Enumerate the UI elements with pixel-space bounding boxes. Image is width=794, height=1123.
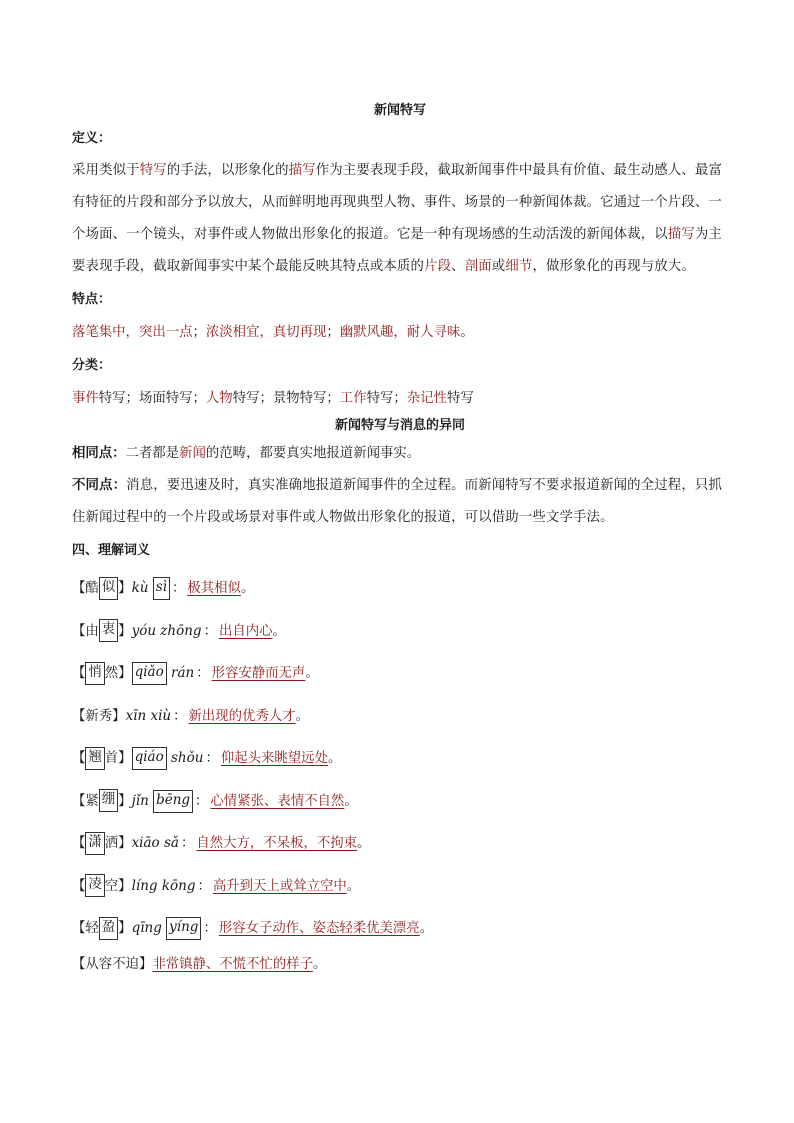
vocab-item: 【 翘 首】 qiáo shǒu ： 仰起头来眺望远处。 [72, 737, 728, 780]
page-title: 新闻特写 [373, 103, 426, 118]
pinyin-syllable: rán [171, 665, 195, 681]
comparison-title: 新闻特写与消息的异同 [334, 418, 465, 433]
vocab-pinyin [132, 920, 202, 936]
text-segment: 杂记性 [406, 391, 447, 406]
definition-label: 定义： [72, 131, 112, 146]
pinyin-syllable: yóu zhōng [131, 622, 202, 639]
text-segment: 特写 [446, 391, 474, 406]
vocab-word [72, 921, 132, 936]
same-label: 相同点： [72, 446, 126, 461]
vocab-word-pre: 【 [72, 836, 86, 851]
vocab-boxed-char: 翘 [85, 747, 104, 770]
vocab-word [72, 666, 132, 681]
vocab-word-post: 】 [118, 921, 132, 936]
text-segment: 、 [451, 259, 465, 274]
vocab-boxed-char: 盈 [99, 917, 118, 940]
text-segment: 消息，要迅速及时，真实准确地报道新闻事件的全过程。而新闻特写不要求报道新闻的全过程，只抓住新闻过程中的一个片段或场景对事件或人物做出形象化的报道，可以借助一些文学手法。 [72, 478, 722, 525]
pinyin-syllable: kù [131, 580, 149, 596]
vocab-definition: 形容安静而无声 [211, 666, 306, 681]
vocab-boxed-char: 潇 [85, 832, 104, 855]
vocab-word-pre: 【从容不迫】 [72, 956, 153, 972]
document-page [72, 100, 728, 980]
vocab-boxed-char: 似 [99, 577, 118, 600]
vocab-definition: 仰起头来眺望远处 [220, 751, 328, 766]
vocab-boxed-char: 凌 [85, 874, 104, 897]
vocab-word-post: 洒】 [104, 836, 132, 851]
categories-text [72, 382, 728, 415]
text-segment: 的范畴，都要真实地报道新闻事实。 [205, 446, 421, 461]
text-segment: 浓淡相宜，真切再现 [205, 325, 327, 340]
vocab-item: 【 潇 洒】xiāo sǎ ： 自然大方，不呆板，不拘束。 [72, 822, 728, 865]
vocab-definition: 心情紧张、表情不自然 [210, 793, 345, 809]
text-segment: 二者都是 [125, 446, 180, 461]
vocab-word [72, 836, 132, 851]
vocab-word-pre: 【 [72, 878, 86, 894]
vocab-word-pre: 【 [72, 751, 86, 766]
vocab-word-pre: 【 [72, 666, 86, 681]
vocab-pinyin [132, 878, 196, 894]
vocab-word [72, 879, 132, 894]
vocab-word-pre: 【由 [72, 623, 99, 639]
categories-label: 分类： [72, 358, 112, 373]
pinyin-syllable: qiǎo [132, 662, 167, 685]
pinyin-syllable: líng kōng [131, 877, 196, 894]
pinyin-syllable: shǒu [171, 750, 204, 766]
text-segment: 。 [460, 325, 474, 340]
vocab-item: 【轻 盈 】qīng yíng ： 形容女子动作、姿态轻柔优美漂亮。 [72, 907, 728, 950]
text-segment: ； [326, 325, 340, 340]
pinyin-syllable: jǐn [131, 792, 149, 809]
vocab-item: 【从容不迫】非常镇静、不慌不忙的样子。 [72, 956, 327, 972]
vocab-boxed-char: 绷 [99, 789, 118, 812]
text-segment: 描写 [288, 163, 316, 178]
text-segment: 细节 [505, 259, 533, 274]
vocab-pinyin [126, 708, 172, 724]
vocab-word-post: 空】 [104, 878, 132, 894]
pinyin-syllable: xiāo sǎ [131, 835, 179, 851]
text-segment: 新闻 [179, 446, 206, 461]
text-segment: ，做形象化的再现与放大。 [532, 259, 695, 274]
vocab-item: 【新秀】xīn xiù ： 新出现的优秀人才。 [72, 707, 310, 724]
text-segment: 人物 [205, 391, 233, 406]
vocab-definition: 极其相似 [187, 581, 241, 596]
definition-text [72, 155, 728, 283]
text-segment: 特写；景物特写； [232, 391, 340, 406]
vocab-definition: 非常镇静、不慌不忙的样子 [152, 956, 314, 972]
section-4-title: 四、理解词义 [72, 543, 151, 558]
vocab-word-post: 】 [118, 793, 132, 809]
text-segment: 的手法，以形象化的 [166, 163, 289, 178]
vocab-word [72, 751, 132, 766]
vocab-definition: 自然大方，不呆板，不拘束 [196, 836, 358, 851]
vocab-item: 【酷 似 】kù sì ： 极其相似。 [72, 567, 728, 610]
vocab-word-pre: 【轻 [72, 921, 99, 936]
vocab-word [72, 624, 132, 639]
diff-text [72, 478, 722, 525]
pinyin-syllable: bēng [153, 790, 193, 813]
vocab-item: 【 凌 空】líng kōng ： 高升到天上或耸立空中。 [72, 865, 728, 908]
same-point [72, 437, 728, 470]
vocab-word [72, 957, 152, 972]
vocab-definition: 新出现的优秀人才 [188, 708, 296, 724]
text-segment: 描写 [667, 227, 695, 242]
vocab-word [72, 581, 132, 596]
text-segment: ； [192, 325, 206, 340]
vocab-word-pre: 【酷 [72, 581, 99, 596]
diff-label: 不同点： [72, 478, 127, 493]
text-segment: 特写； [366, 391, 407, 406]
text-segment: 事件 [72, 391, 99, 406]
pinyin-syllable: qiáo [132, 747, 167, 770]
text-segment: 为主要表现手段，截取新闻事实中某个最能反映其特点或本质的 [72, 227, 722, 274]
vocab-boxed-char: 悄 [85, 662, 104, 685]
vocab-pinyin [132, 623, 202, 639]
pinyin-syllable: qīng [131, 920, 162, 936]
text-segment: 片段 [424, 259, 452, 274]
text-segment: 采用类似于 [72, 163, 140, 178]
vocab-item: 【 悄 然】 qiǎo rán ： 形容安静而无声。 [72, 652, 728, 695]
text-segment: 或 [491, 259, 506, 274]
text-segment: 特写；场面特写； [98, 391, 206, 406]
text-segment: 剖面 [464, 259, 492, 274]
vocab-definition: 高升到天上或耸立空中 [212, 878, 347, 894]
vocab-list [72, 567, 728, 980]
diff-point [72, 470, 728, 534]
vocab-item: 【紧 绷 】jǐn bēng ： 心情紧张、表情不自然。 [72, 780, 728, 823]
text-segment: 幽默风趣，耐人寻味 [339, 325, 461, 340]
vocab-pinyin [132, 750, 204, 766]
vocab-pinyin [132, 580, 170, 596]
same-text [126, 446, 421, 461]
vocab-definition: 出自内心 [218, 623, 273, 639]
pinyin-syllable: sì [153, 577, 170, 600]
features-text [72, 316, 728, 349]
features-label: 特点： [72, 292, 112, 307]
vocab-word-post: 】 [118, 623, 132, 639]
vocab-pinyin [132, 665, 195, 681]
vocab-word [72, 709, 126, 724]
vocab-definition: 形容女子动作、姿态轻柔优美漂亮 [218, 921, 420, 936]
vocab-word-pre: 【新秀】 [72, 708, 126, 724]
text-segment: 特写 [139, 163, 167, 178]
vocab-pinyin [132, 793, 193, 809]
vocab-word-post: 】 [118, 581, 132, 596]
vocab-boxed-char: 衷 [99, 619, 118, 642]
vocab-word-post: 然】 [104, 666, 132, 681]
pinyin-syllable: yíng [166, 917, 201, 940]
text-segment: 工作 [339, 391, 367, 406]
text-segment: 落笔集中，突出一点 [72, 325, 193, 340]
vocab-word-pre: 【紧 [72, 793, 99, 809]
vocab-pinyin [132, 835, 179, 851]
vocab-word-post: 首】 [104, 751, 132, 766]
vocab-item: 【由 衷 】yóu zhōng ： 出自内心。 [72, 610, 728, 653]
pinyin-syllable: xīn xiù [125, 707, 172, 724]
text-segment: 作为主要表现手段，截取新闻事件中最具有价值、最生动感人、最富有特征的片段和部分予以放大，从而鲜明地再现典型人物、事件、场景的一种新闻体裁。它通过一个片段、一个场面、一个镜头，对事件或人物做出形象化的报道。它是一种有现场感的生动活泼的新闻体裁，以 [72, 163, 722, 242]
vocab-word [72, 794, 132, 809]
